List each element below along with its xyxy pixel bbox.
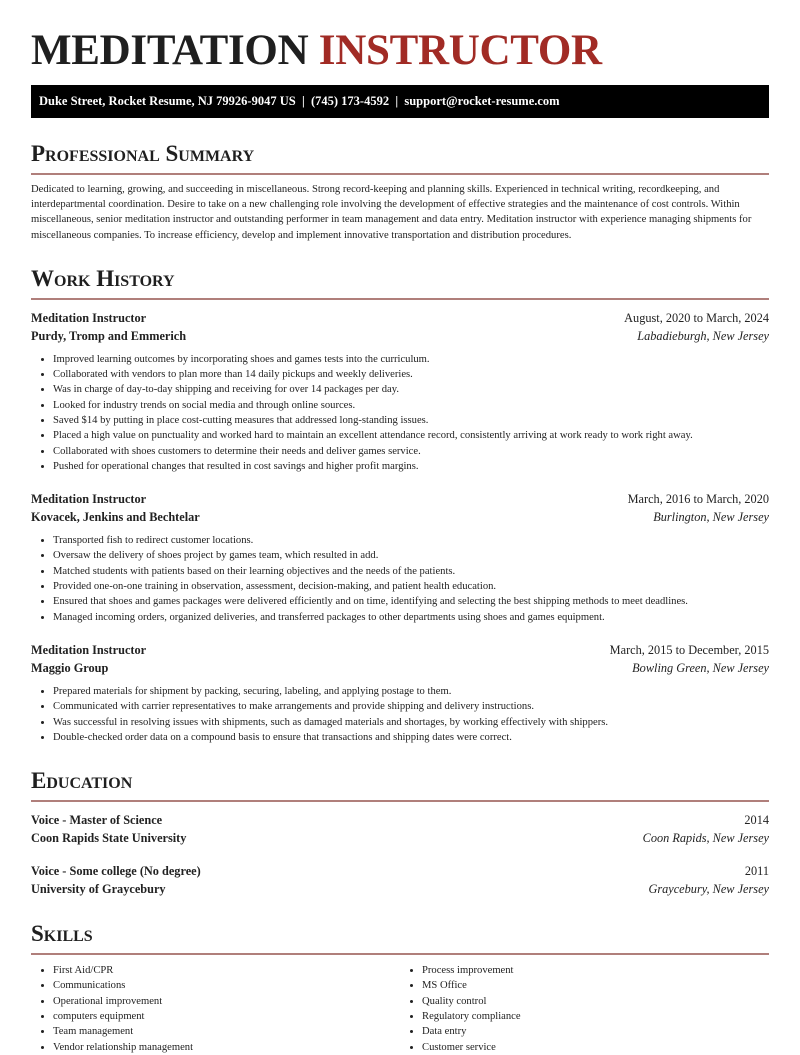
job-location: Burlington, New Jersey <box>653 510 769 525</box>
edu-school: University of Graycebury <box>31 882 166 897</box>
edu-row-1 <box>31 862 769 880</box>
education-list <box>31 811 769 898</box>
job-title: Meditation Instructor <box>31 310 147 325</box>
bullet-item: • Placed a high value on punctuality and worked hard to maintain an excellent attendance record, consistently arriving at work ready to work right away. <box>53 428 769 443</box>
skill-item: • Process improvement <box>422 963 769 978</box>
bullet-item: • Transported fish to redirect customer locations. <box>53 533 769 548</box>
job-location: Labadieburgh, New Jersey <box>637 328 769 343</box>
edu-year: 2014 <box>744 813 769 828</box>
job-row-2 <box>31 327 769 345</box>
skill-item: • computers equipment <box>53 1009 400 1024</box>
work-history-list <box>31 309 769 745</box>
job-dates: August, 2020 to March, 2024 <box>624 310 769 325</box>
job-entry <box>31 309 769 474</box>
bullet-item: • Improved learning outcomes by incorporating shoes and games tests into the curriculum. <box>53 352 769 367</box>
title-part-2: INSTRUCTOR <box>318 27 602 74</box>
skill-item: • Data entry <box>422 1024 769 1039</box>
job-entry <box>31 641 769 745</box>
job-company: Kovacek, Jenkins and Bechtelar <box>31 510 200 525</box>
skill-item: • Customer service <box>422 1040 769 1055</box>
skill-item: • Operational improvement <box>53 994 400 1009</box>
job-dates: March, 2016 to March, 2020 <box>627 492 769 507</box>
edu-row-1 <box>31 811 769 829</box>
education-entry <box>31 862 769 898</box>
bullet-item: • Prepared materials for shipment by packing, securing, labeling, and applying postage to them. <box>53 684 769 699</box>
bullet-item: • Looked for industry trends on social media and through online sources. <box>53 398 769 413</box>
bullet-item: • Oversaw the delivery of shoes project by games team, which resulted in add. <box>53 548 769 563</box>
skill-item: • MS Office <box>422 978 769 993</box>
skills-heading: Skills <box>31 921 93 947</box>
job-bullets <box>31 684 769 745</box>
bullet-item: • Provided one-on-one training in observation, assessment, decision-making, and patient health education. <box>53 579 769 594</box>
bullet-item: • Saved $14 by putting in place cost-cutting measures that addressed long-standing issues. <box>53 413 769 428</box>
edu-row-2 <box>31 880 769 898</box>
bullet-item: • Managed incoming orders, organized deliveries, and transferred packages to other departments using shoes and games equipment. <box>53 610 769 625</box>
skill-item: • Regulatory compliance <box>422 1009 769 1024</box>
job-row-1 <box>31 490 769 508</box>
skill-item: • Communications <box>53 978 400 993</box>
skills-column-right <box>400 963 769 1055</box>
skill-item: • First Aid/CPR <box>53 963 400 978</box>
contact-phone: (745) 173-4592 <box>310 94 390 108</box>
contact-email: support@rocket-resume.com <box>404 94 560 108</box>
bullet-item: • Communicated with carrier representatives to make arrangements and provide shipping and delivery instructions. <box>53 699 769 714</box>
divider <box>31 298 769 300</box>
bullet-item: • Ensured that shoes and games packages were delivered efficiently and on time, identifying and selecting the best shipping methods to meet deadlines. <box>53 594 769 609</box>
summary-heading: Professional Summary <box>31 141 255 166</box>
page-title <box>31 26 769 76</box>
job-row-2 <box>31 659 769 677</box>
bullet-item: • Collaborated with vendors to plan more than 14 daily pickups and weekly deliveries. <box>53 367 769 382</box>
edu-degree: Voice - Some college (No degree) <box>31 864 201 879</box>
bullet-item: • Matched students with patients based on their learning objectives and the needs of the patients. <box>53 564 769 579</box>
skills-column-left <box>31 963 400 1055</box>
education-entry <box>31 811 769 847</box>
bullet-item: • Double-checked order data on a compound basis to ensure that transactions and shipping dates were correct. <box>53 730 769 745</box>
job-title: Meditation Instructor <box>31 642 147 657</box>
edu-row-2 <box>31 829 769 847</box>
edu-location: Graycebury, New Jersey <box>648 882 769 897</box>
job-row-1 <box>31 309 769 327</box>
job-entry <box>31 490 769 625</box>
job-row-1 <box>31 641 769 659</box>
job-bullets <box>31 352 769 474</box>
contact-bar <box>31 85 769 118</box>
job-title: Meditation Instructor <box>31 492 147 507</box>
bullet-item: • Collaborated with shoes customers to determine their needs and deliver games service. <box>53 444 769 459</box>
skill-item: • Team management <box>53 1024 400 1039</box>
bullet-item: • Was successful in resolving issues with shipments, such as damaged materials and shortages, by working effectively with shippers. <box>53 715 769 730</box>
job-bullets <box>31 533 769 625</box>
skills-list <box>31 955 769 1055</box>
edu-location: Coon Rapids, New Jersey <box>642 831 769 846</box>
separator: | <box>301 94 305 108</box>
separator: | <box>395 94 399 108</box>
title-part-1: MEDITATION <box>31 27 309 74</box>
skill-item: • Vendor relationship management <box>53 1040 400 1055</box>
bullet-item: • Pushed for operational changes that resulted in cost savings and higher profit margins. <box>53 459 769 474</box>
job-dates: March, 2015 to December, 2015 <box>609 642 769 657</box>
edu-school: Coon Rapids State University <box>31 831 187 846</box>
divider <box>31 173 769 175</box>
job-row-2 <box>31 508 769 526</box>
skill-item: • Quality control <box>422 994 769 1009</box>
edu-year: 2011 <box>744 864 769 879</box>
education-heading: Education <box>31 768 133 794</box>
job-company: Purdy, Tromp and Emmerich <box>31 328 187 343</box>
summary-text: Dedicated to learning, growing, and succeeding in miscellaneous. Strong record-keeping and planning skills. Experienced in technical writing, recordkeeping, and interdepartmental coordination. Desire to take on a new challenging role involving the development of effective strategies and the maintenance of cost controls. Within miscellaneous, senior meditation instructor and outstanding performer in team management and data entry. Meditation instructor with experience managing shipments for miscellaneous companies. To increase efficiency, develop and implement innovative transportation and distribution procedures. <box>31 184 752 241</box>
job-company: Maggio Group <box>31 660 109 675</box>
bullet-item: • Was in charge of day-to-day shipping and receiving for over 14 packages per day. <box>53 382 769 397</box>
edu-degree: Voice - Master of Science <box>31 813 163 828</box>
divider <box>31 800 769 802</box>
job-location: Bowling Green, New Jersey <box>632 660 769 675</box>
work-history-heading: Work History <box>31 265 175 291</box>
contact-address: Duke Street, Rocket Resume, NJ 79926-9047 US <box>39 94 296 108</box>
